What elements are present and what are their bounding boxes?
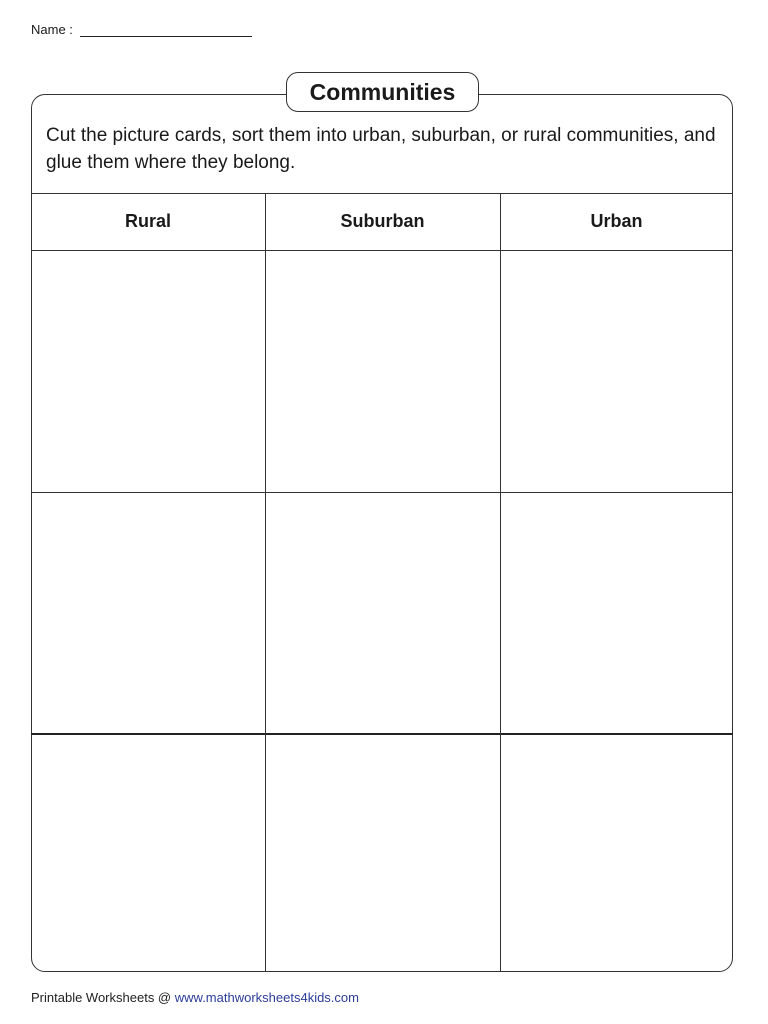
suburban-cell-2[interactable] <box>265 492 500 733</box>
footer <box>31 990 359 1005</box>
name-blank-line[interactable] <box>80 22 252 37</box>
rural-cell-3[interactable] <box>31 733 265 972</box>
rural-cell-2[interactable] <box>31 492 265 733</box>
name-label: Name : <box>31 22 73 37</box>
column-header-suburban <box>265 193 500 250</box>
column-header-rural <box>31 193 265 250</box>
urban-cell-1[interactable] <box>500 250 733 492</box>
footer-prefix: Printable Worksheets @ <box>31 990 172 1005</box>
column-header-urban <box>500 193 733 250</box>
column-header-urban-label: Urban <box>590 211 643 231</box>
name-row <box>31 22 252 37</box>
urban-cell-2[interactable] <box>500 492 733 733</box>
worksheet-title <box>286 72 479 112</box>
suburban-cell-3[interactable] <box>265 733 500 972</box>
suburban-cell-1[interactable] <box>265 250 500 492</box>
footer-link[interactable]: www.mathworksheets4kids.com <box>174 990 359 1005</box>
worksheet-title-text: Communities <box>309 78 456 105</box>
urban-cell-3[interactable] <box>500 733 733 972</box>
instructions-text: Cut the picture cards, sort them into urban, suburban, or rural communities, and glue them where they belong. <box>46 125 716 173</box>
sorting-grid <box>31 193 733 972</box>
column-header-suburban-label: Suburban <box>340 211 425 231</box>
column-header-rural-label: Rural <box>124 211 171 231</box>
rural-cell-1[interactable] <box>31 250 265 492</box>
